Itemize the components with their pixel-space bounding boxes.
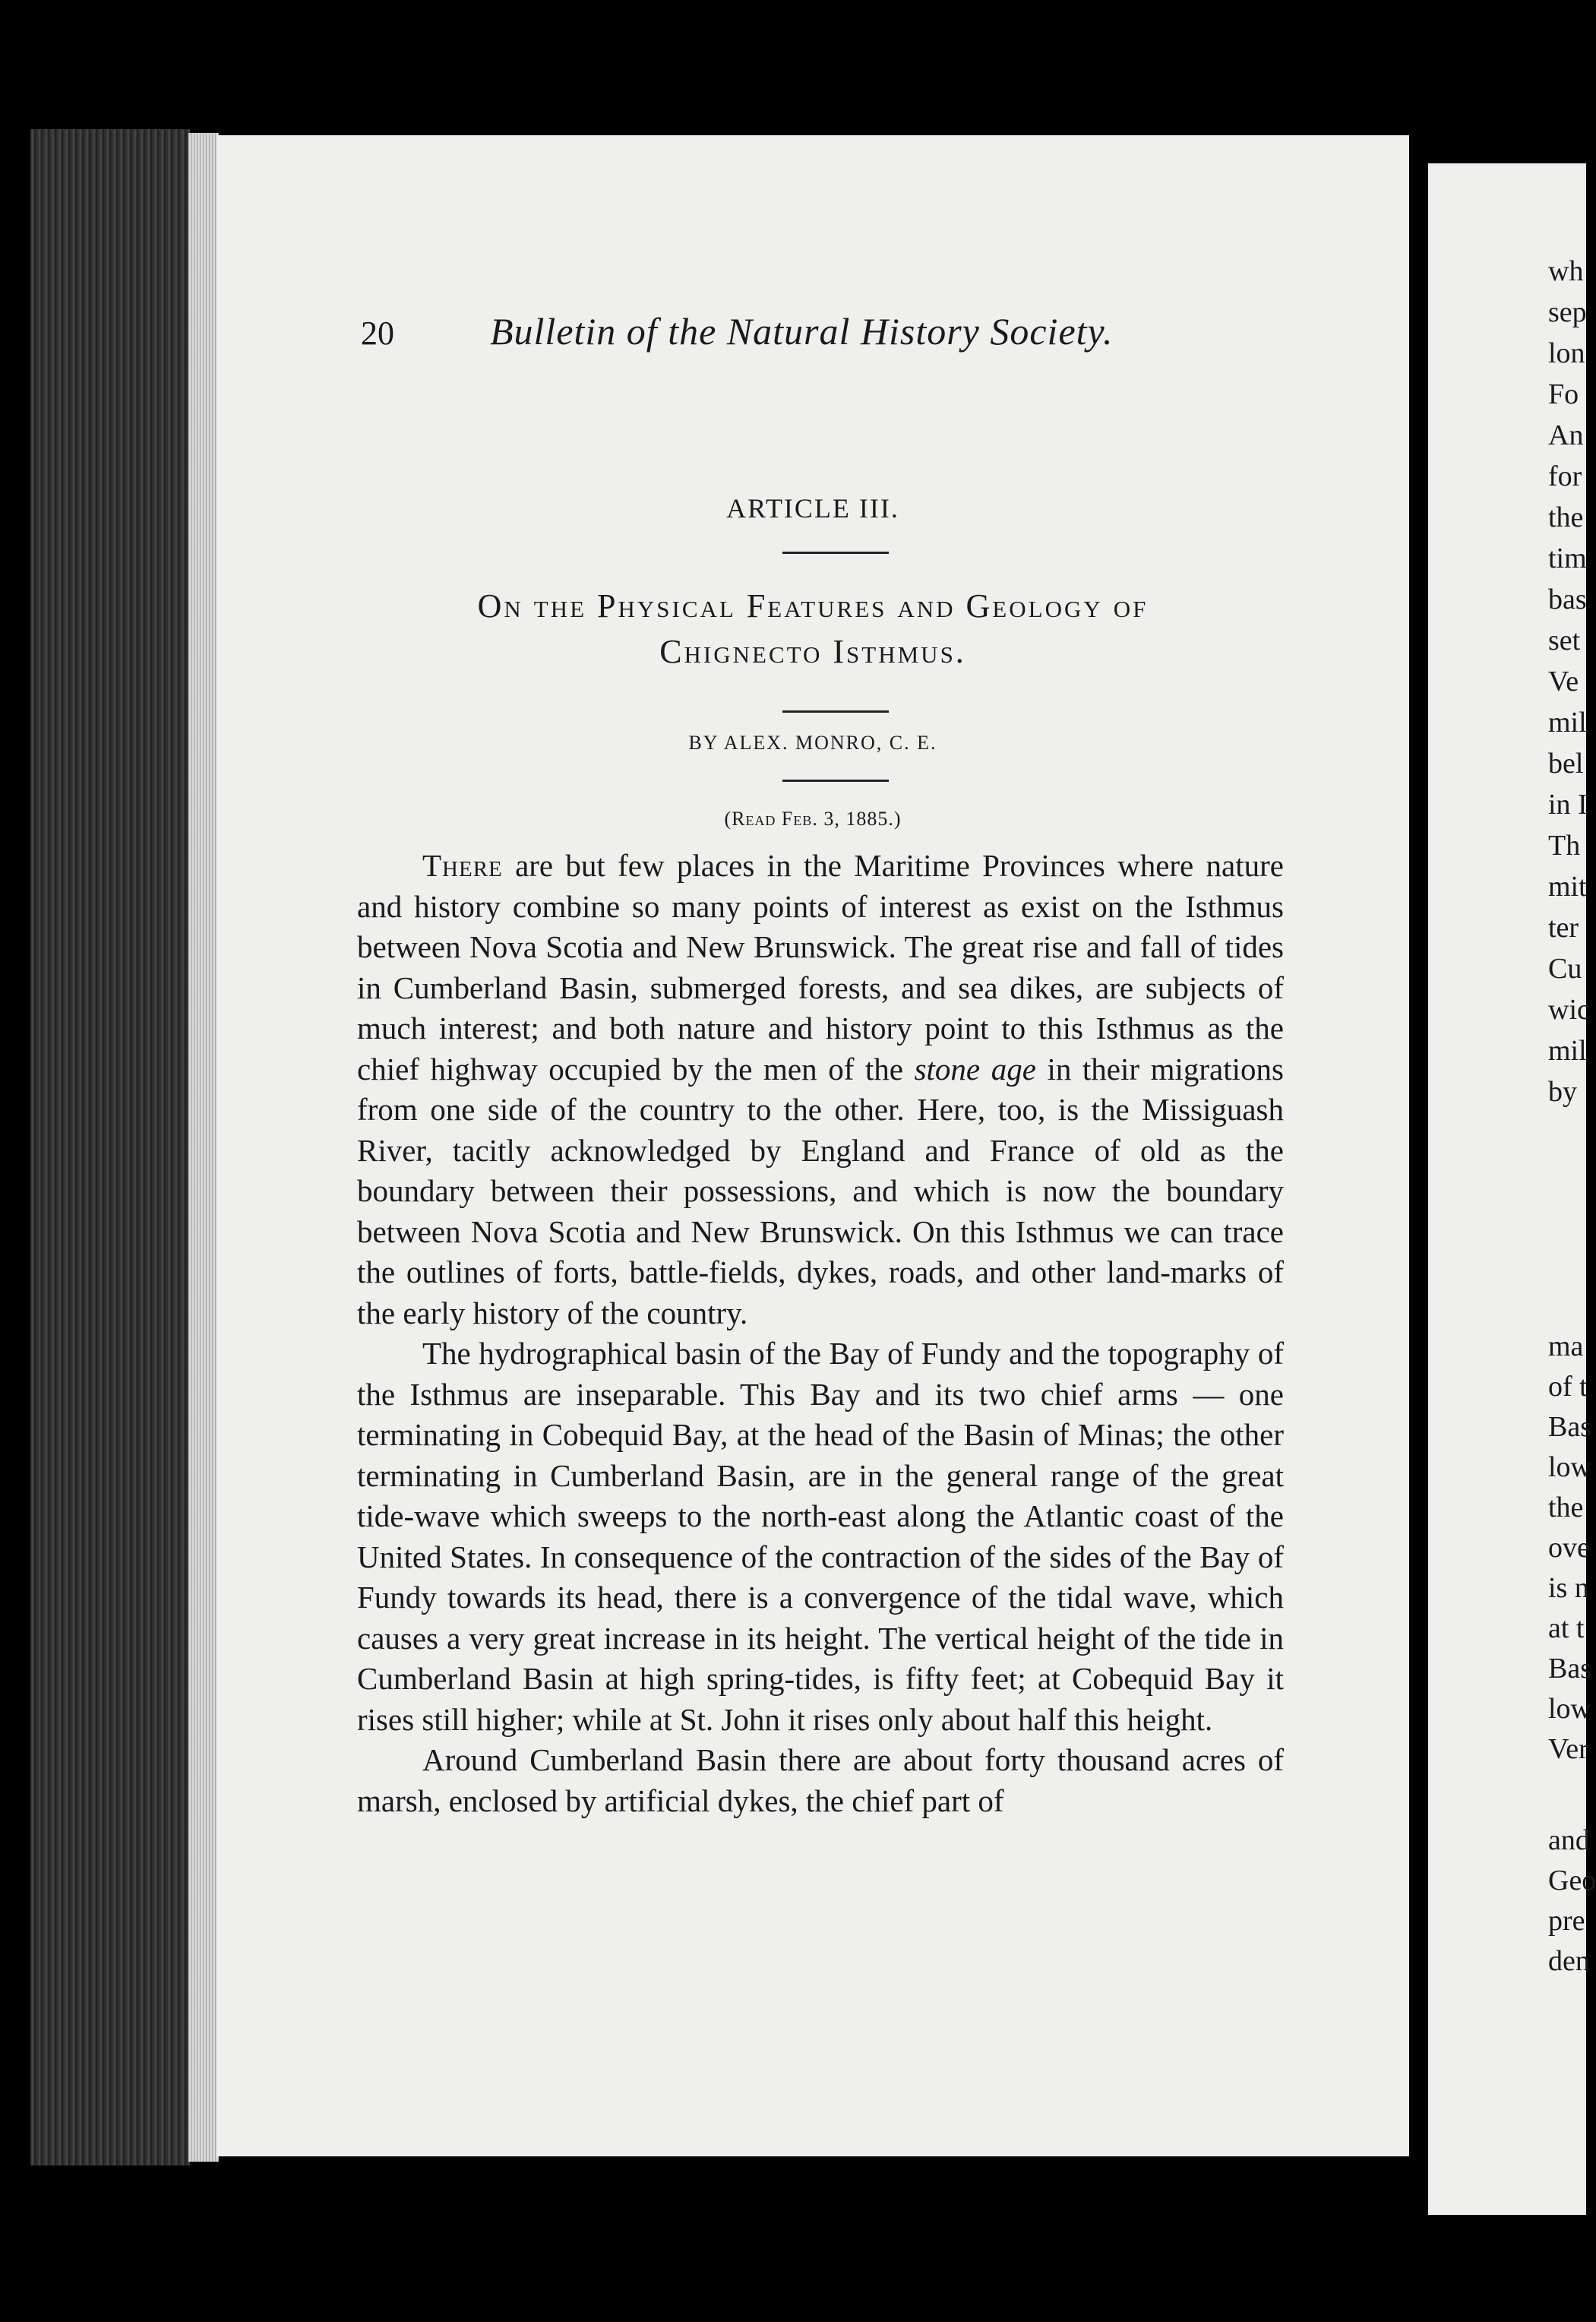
emphasis-text: stone age bbox=[914, 1051, 1036, 1087]
paragraph-text: are but few places in the Maritime Provinces where nature and history combine so many points of interest as exist on the Isthmus between Nova Scotia and New Brunswick. The great rise and fall of tides in Cumberland Basin, submerged forests, and sea dikes, are subjects of much interest; and both nature and history point to this Isthmus as the chief highway occupied by the men of the bbox=[357, 848, 1284, 1087]
running-head bbox=[361, 310, 1356, 359]
article-title bbox=[216, 584, 1409, 675]
facing-page-line-fragment: for bbox=[1548, 460, 1582, 492]
journal-title: Bulletin of the Natural History Society. bbox=[490, 310, 1114, 353]
facing-page-line-fragment: Ver bbox=[1548, 1733, 1588, 1765]
facing-page-line-fragment: the bbox=[1548, 1492, 1584, 1523]
facing-page-line-fragment: by bbox=[1548, 1076, 1577, 1108]
facing-page-line-fragment: den bbox=[1548, 1945, 1590, 1977]
facing-page-line-fragment: mit bbox=[1548, 871, 1587, 903]
facing-page-line-fragment: Bas bbox=[1548, 1411, 1591, 1443]
paragraph bbox=[357, 846, 1284, 1333]
facing-page-line-fragment: ter bbox=[1548, 912, 1579, 944]
facing-page-line-fragment: at t bbox=[1548, 1612, 1585, 1644]
page-stack-edge bbox=[30, 129, 190, 2165]
facing-page-line-fragment: mil bbox=[1548, 1035, 1587, 1067]
rule-divider bbox=[782, 552, 889, 554]
facing-page-line-fragment: of t bbox=[1548, 1371, 1588, 1403]
rule-divider bbox=[782, 710, 889, 713]
paragraph: Around Cumberland Basin there are about forty thousand acres of marsh, enclosed by artificial dykes, the chief part of bbox=[357, 1742, 1284, 1818]
facing-page-line-fragment: low bbox=[1548, 1693, 1591, 1725]
facing-page bbox=[1428, 163, 1596, 2215]
facing-page-line-fragment: Fo bbox=[1548, 378, 1579, 410]
facing-page-line-fragment: wic bbox=[1548, 994, 1590, 1026]
page-number: 20 bbox=[361, 315, 394, 352]
facing-page-line-fragment: the bbox=[1548, 501, 1584, 533]
facing-page-line-fragment: Geo bbox=[1548, 1865, 1596, 1897]
page-stack-highlight bbox=[188, 133, 219, 2162]
facing-page-line-fragment: Cu bbox=[1548, 953, 1582, 985]
rule-divider bbox=[782, 780, 889, 782]
left-page bbox=[216, 135, 1409, 2156]
paragraph-text: in their migrations from one side of the country to the other. Here, too, is the Missiguash River, tacitly acknowledged by England and France of old as the boundary between their possessions, and which is now the boundary between Nova Scotia and New Brunswick. On this Isthmus we can trace the outlines of forts, battle-fields, dykes, roads, and other land-marks of the early history of the country. bbox=[357, 1051, 1284, 1330]
read-date: (Read Feb. 3, 1885.) bbox=[724, 808, 902, 830]
facing-page-line-fragment: bel bbox=[1548, 748, 1584, 780]
facing-page-line-fragment: lon bbox=[1548, 337, 1585, 369]
facing-page-line-fragment: sep bbox=[1548, 296, 1587, 328]
author-byline: BY ALEX. MONRO, C. E. bbox=[688, 732, 937, 754]
facing-page-line-fragment: Ve bbox=[1548, 666, 1579, 698]
facing-page-line-fragment: An bbox=[1548, 419, 1584, 451]
article-body bbox=[357, 846, 1284, 1821]
article-number: ARTICLE III. bbox=[726, 493, 899, 524]
facing-page-line-fragment: tim bbox=[1548, 543, 1587, 574]
facing-page-line-fragment: ove bbox=[1548, 1532, 1590, 1564]
facing-page-line-fragment: is n bbox=[1548, 1572, 1589, 1604]
facing-page-line-fragment: Bas bbox=[1548, 1653, 1591, 1685]
article-title-line-1: On the Physical Features and Geology of bbox=[477, 587, 1149, 625]
facing-page-line-fragment: set bbox=[1548, 625, 1581, 656]
paragraph-first-word: There bbox=[422, 848, 503, 883]
article-title-line-2: Chignecto Isthmus. bbox=[659, 633, 966, 670]
facing-page-line-fragment: wh bbox=[1548, 255, 1584, 287]
paragraph: The hydrographical basin of the Bay of Fundy and the topography of the Isthmus are inseparable. This Bay and its two chief arms — one terminating in Cobequid Bay, at the head of the Basin of Minas; the other terminating in Cumberland Basin, are in the general range of the great tide-wave which sweeps to the north-east along the Atlantic coast of the United States. In consequence of the contraction of the sides of the Bay of Fundy towards its head, there is a convergence of the tidal wave, which causes a very great increase in its height. The vertical height of the tide in Cumberland Basin at high spring-tides, is fifty feet; at Cobequid Bay it rises still higher; while at St. John it rises only about half this height. bbox=[357, 1336, 1284, 1737]
facing-page-line-fragment: bas bbox=[1548, 584, 1587, 615]
facing-page-line-fragment: mil bbox=[1548, 707, 1587, 739]
facing-page-line-fragment: ma bbox=[1548, 1330, 1584, 1362]
facing-page-line-fragment: Th bbox=[1548, 830, 1581, 862]
facing-page-line-fragment: pre bbox=[1548, 1905, 1585, 1937]
facing-page-line-fragment: low bbox=[1548, 1451, 1591, 1483]
facing-page-line-fragment: in I bbox=[1548, 789, 1588, 821]
facing-page-line-fragment: and bbox=[1548, 1824, 1590, 1856]
